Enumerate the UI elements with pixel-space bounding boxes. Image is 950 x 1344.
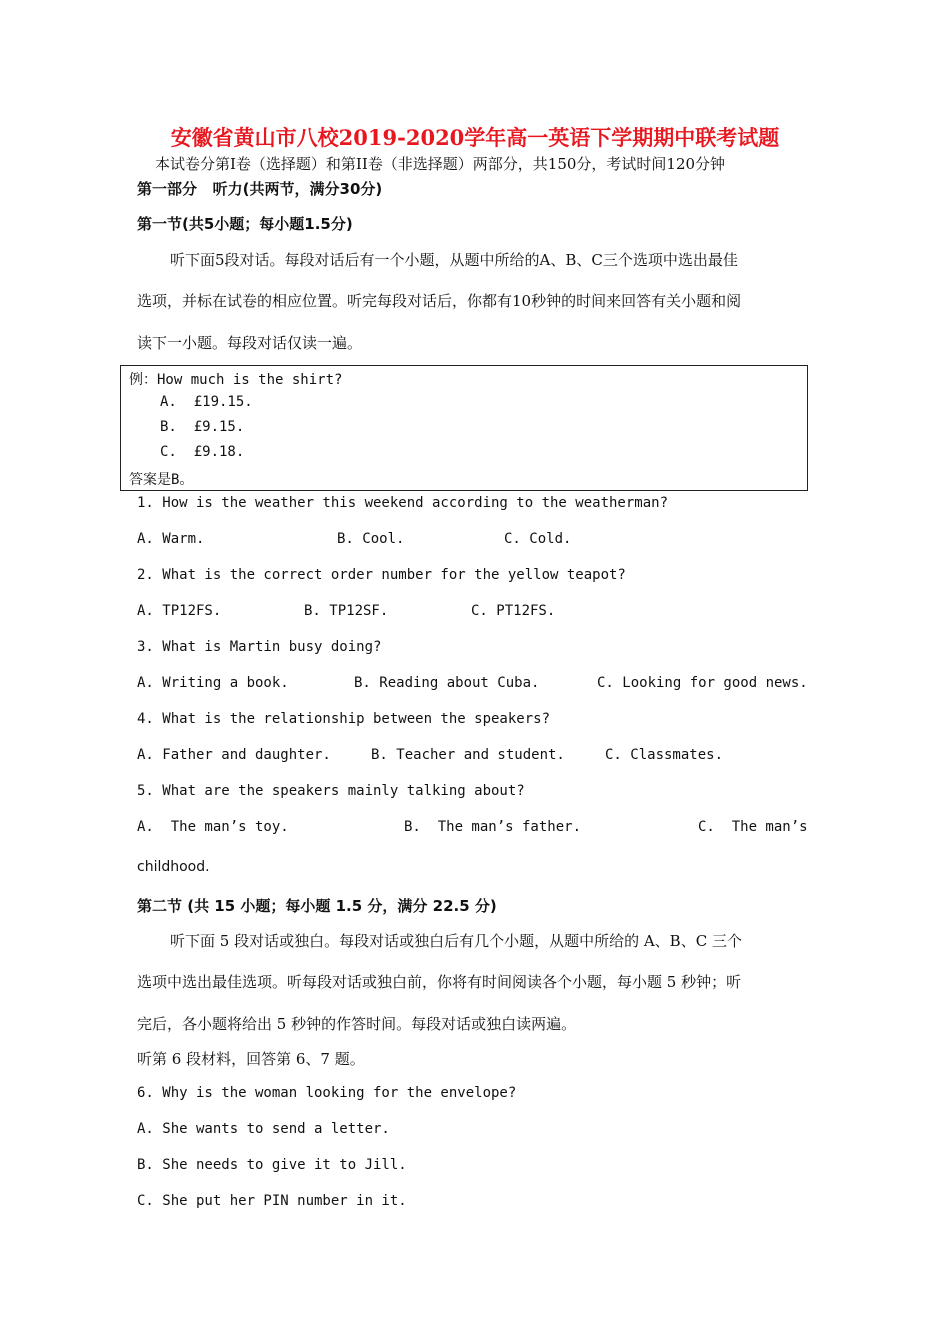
example-question: 例：How much is the shirt? xyxy=(129,372,343,388)
example-option: A. £19.15. xyxy=(160,394,253,410)
question-2: 2. What is the correct order number for the yellow teapot? xyxy=(137,567,626,583)
question-6: 6. Why is the woman looking for the envelope? xyxy=(137,1085,517,1101)
exam-intro: 本试卷分第I卷（选择题）和第II卷（非选择题）两部分，共150分，考试时间120分钟 xyxy=(155,155,726,173)
question-5: 5. What are the speakers mainly talking about? xyxy=(137,783,525,799)
question-1: 1. How is the weather this weekend according to the weatherman? xyxy=(137,495,669,511)
option-c: C. The man’s xyxy=(698,819,808,835)
example-option: B. £9.15. xyxy=(160,419,245,435)
material-note: 听第 6 段材料，回答第 6、7 题。 xyxy=(137,1050,365,1068)
option-a: A. TP12FS. xyxy=(137,603,222,619)
option-c-wrap: childhood. xyxy=(137,859,210,875)
option-c: C. Classmates. xyxy=(605,747,724,763)
option-b: B. Reading about Cuba. xyxy=(354,675,540,691)
section1-instruction-line: 听下面5段对话。每段对话后有一个小题，从题中所给的A、B、C三个选项中选出最佳 xyxy=(170,251,738,269)
section1-heading: 第一节(共5小题；每小题1.5分) xyxy=(137,215,353,233)
page-title: 安徽省黄山市八校2019-2020学年高一英语下学期期中联考试题 xyxy=(170,125,780,150)
option-c: C. She put her PIN number in it. xyxy=(137,1193,407,1209)
example-answer: 答案是B。 xyxy=(129,472,194,488)
option-c: C. Looking for good news. xyxy=(597,675,808,691)
option-a: A. She wants to send a letter. xyxy=(137,1121,390,1137)
example-option: C. £9.18. xyxy=(160,444,245,460)
option-b: B. The man’s father. xyxy=(404,819,582,835)
question-4: 4. What is the relationship between the speakers? xyxy=(137,711,551,727)
option-b: B. TP12SF. xyxy=(304,603,389,619)
option-a: A. The man’s toy. xyxy=(137,819,289,835)
part1-heading: 第一部分 听力(共两节，满分30分) xyxy=(137,180,383,198)
option-b: B. Teacher and student. xyxy=(371,747,565,763)
question-3: 3. What is Martin busy doing? xyxy=(137,639,382,655)
option-a: A. Writing a book. xyxy=(137,675,289,691)
option-a: A. Warm. xyxy=(137,531,205,547)
section2-instruction-line: 听下面 5 段对话或独白。每段对话或独白后有几个小题，从题中所给的 A、B、C 三个 xyxy=(170,932,742,950)
option-c: C. Cold. xyxy=(504,531,572,547)
section2-heading: 第二节 (共 15 小题；每小题 1.5 分，满分 22.5 分) xyxy=(137,897,497,915)
option-b: B. She needs to give it to Jill. xyxy=(137,1157,407,1173)
section2-instruction-line: 选项中选出最佳选项。听每段对话或独白前，你将有时间阅读各个小题，每小题 5 秒钟；听 xyxy=(137,973,742,991)
option-a: A. Father and daughter. xyxy=(137,747,331,763)
section1-instruction-line: 读下一小题。每段对话仅读一遍。 xyxy=(137,334,363,352)
section2-instruction-line: 完后，各小题将给出 5 秒钟的作答时间。每段对话或独白读两遍。 xyxy=(137,1015,577,1033)
option-b: B. Cool. xyxy=(337,531,405,547)
section1-instruction-line: 选项，并标在试卷的相应位置。听完每段对话后，你都有10秒钟的时间来回答有关小题和阅 xyxy=(137,292,742,310)
option-c: C. PT12FS. xyxy=(471,603,556,619)
